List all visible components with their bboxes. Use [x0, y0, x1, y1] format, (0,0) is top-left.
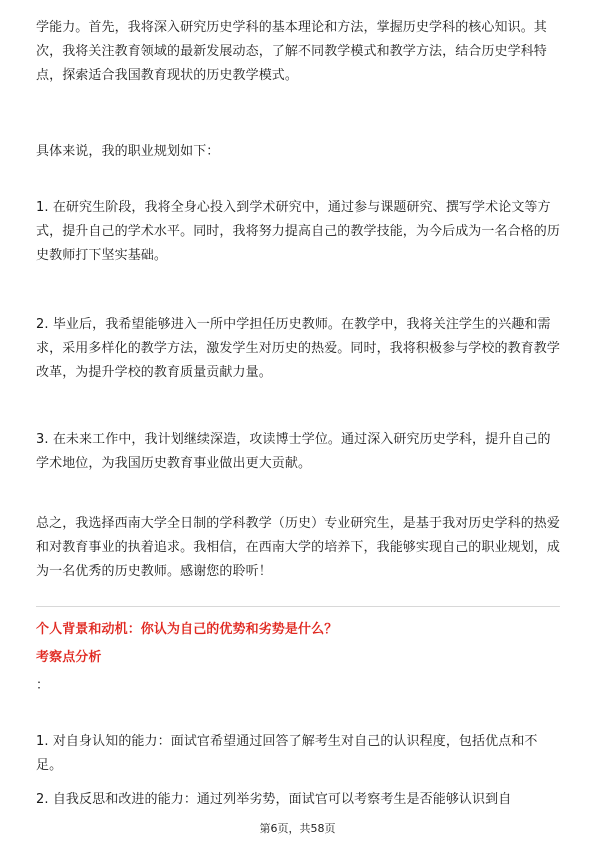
analysis-point-2: 2. 自我反思和改进的能力：通过列举劣势，面试官可以考察考生是否能够认识到自: [36, 792, 512, 807]
plan-lead-paragraph: 具体来说，我的职业规划如下：: [36, 144, 220, 159]
page-number: 第6页，共58页: [259, 822, 336, 835]
plan-item-2: 2. 毕业后，我希望能够进入一所中学担任历史教师。在教学中，我将关注学生的兴趣和需求，采用多样化的教学方法，激发学生对历史的热爱。同时，我将积极参与学校的教育教学改革，为提升学校的教育质量贡献力量。: [36, 317, 561, 380]
analysis-heading: 考察点分析: [36, 650, 102, 665]
intro-paragraph: 学能力。首先，我将深入研究历史学科的基本理论和方法，掌握历史学科的核心知识。其次，我将关注教育领域的最新发展动态，了解不同教学模式和教学方法，结合历史学科特点，探索适合我国教育现状的历史教学模式。: [36, 20, 547, 83]
section-divider: [36, 606, 560, 607]
conclusion-paragraph: 总之，我选择西南大学全日制的学科教学（历史）专业研究生，是基于我对历史学科的热爱和对教育事业的执着追求。我相信，在西南大学的培养下，我能够实现自己的职业规划，成为一名优秀的历史教师。感谢您的聆听！: [36, 516, 561, 579]
analysis-colon: ：: [36, 678, 50, 693]
analysis-point-1: 1. 对自身认知的能力：面试官希望通过回答了解考生对自己的认识程度，包括优点和不足。: [36, 734, 538, 773]
plan-item-3: 3. 在未来工作中，我计划继续深造，攻读博士学位。通过深入研究历史学科，提升自己的学术地位，为我国历史教育事业做出更大贡献。: [36, 432, 551, 471]
plan-item-1: 1. 在研究生阶段，我将全身心投入到学术研究中，通过参与课题研究、撰写学术论文等方式，提升自己的学术水平。同时，我将努力提高自己的教学技能，为今后成为一名合格的历史教师打下坚实基础。: [36, 200, 561, 263]
question-title: 个人背景和动机：你认为自己的优势和劣势是什么？: [36, 622, 338, 637]
